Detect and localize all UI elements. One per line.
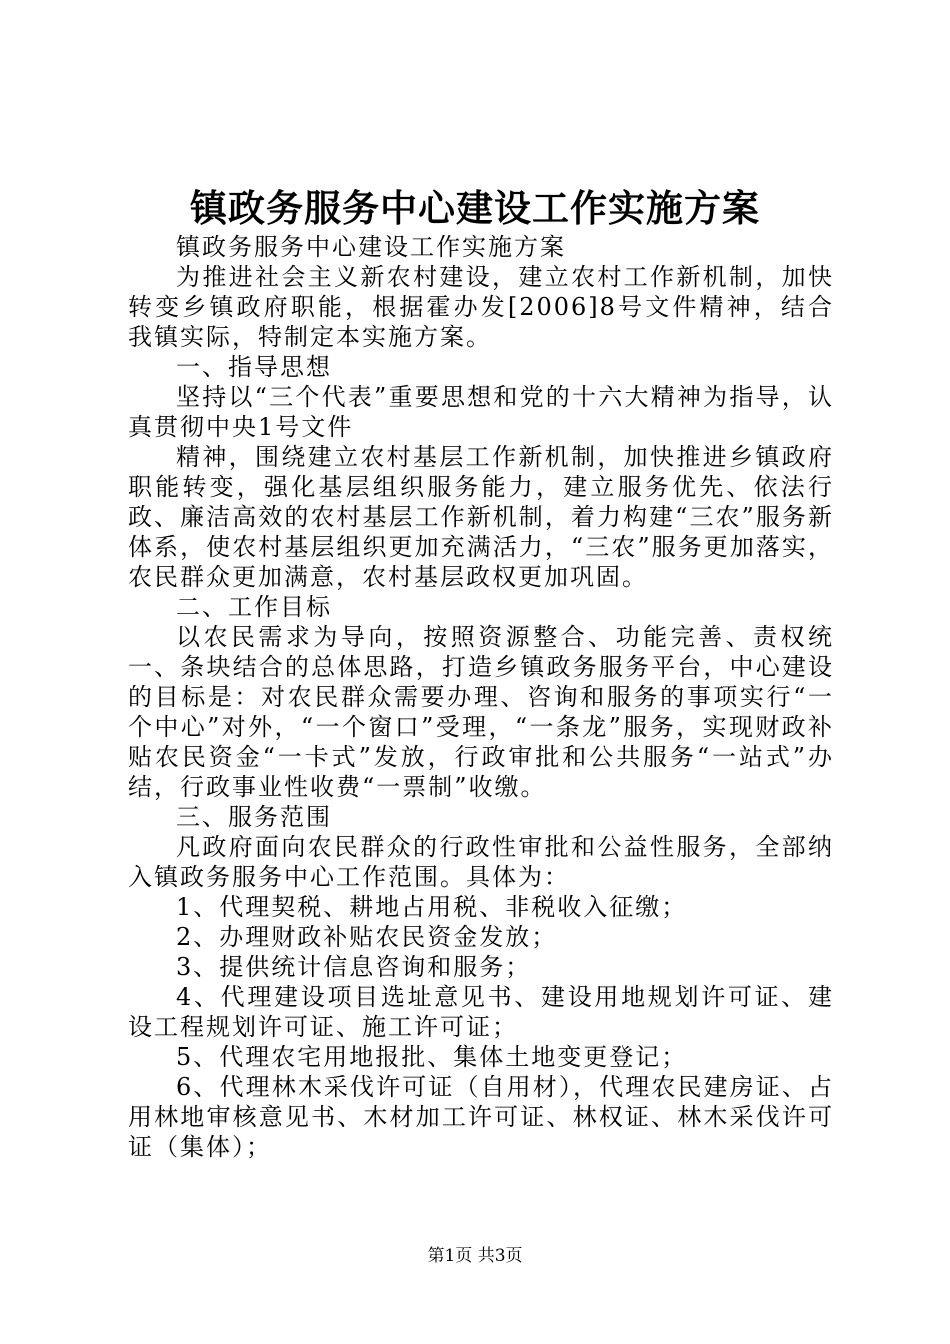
list-item-1: 1、代理契税、耕地占用税、非税收入征缴； [176,893,688,921]
list-item-3: 3、提供统计信息咨询和服务； [176,953,532,981]
list-item-2: 2、办理财政补贴农民资金发放； [176,923,558,951]
document-title: 镇政务服务中心建设工作实施方案 [190,186,760,230]
list-item-4: 4、代理建设项目选址意见书、建设用地规划许可证、建设工程规划许可证、施工许可证； [128,983,834,1041]
document-body [128,232,834,1162]
paragraph-intro: 为推进社会主义新农村建设，建立农村工作新机制，加快转变乡镇政府职能，根据霍办发[2006]8号文件精神，结合我镇实际，特制定本实施方案。 [128,263,834,351]
section-heading-service-scope: 三、服务范围 [176,803,332,831]
paragraph-guiding-thought: 坚持以“三个代表”重要思想和党的十六大精神为指导，认真贯彻中央1号文件 [128,383,834,441]
section-heading-guiding-thought: 一、指导思想 [176,353,332,381]
page-footer: 第1页 共3页 [427,1246,523,1266]
paragraph-guiding-spirit: 精神，围绕建立农村基层工作新机制，加快推进乡镇政府职能转变，强化基层组织服务能力，建立服务优先、依法行政、廉洁高效的农村基层工作新机制，着力构建“三农”服务新体系，使农村基层组织更加充满活力，“三农”服务更加落实，农民群众更加满意，农村基层政权更加巩固。 [128,443,834,591]
paragraph-work-goals: 以农民需求为导向，按照资源整合、功能完善、责权统一、条块结合的总体思路，打造乡镇政务服务平台，中心建设的目标是：对农民群众需要办理、咨询和服务的事项实行“一个中心”对外，“一个窗口”受理，“一条龙”服务，实现财政补贴农民资金“一卡式”发放，行政审批和公共服务“一站式”办结，行政事业性收费“一票制”收缴。 [128,623,834,801]
section-heading-work-goals: 二、工作目标 [176,593,332,621]
paragraph-service-scope: 凡政府面向农民群众的行政性审批和公益性服务，全部纳入镇政务服务中心工作范围。具体为： [128,833,834,891]
list-item-6: 6、代理林木采伐许可证（自用材），代理农民建房证、占用林地审核意见书、木材加工许可证、林权证、林木采伐许可证（集体）； [128,1073,834,1161]
paragraph-subtitle: 镇政务服务中心建设工作实施方案 [176,233,566,261]
list-item-5: 5、代理农宅用地报批、集体土地变更登记； [176,1043,688,1071]
